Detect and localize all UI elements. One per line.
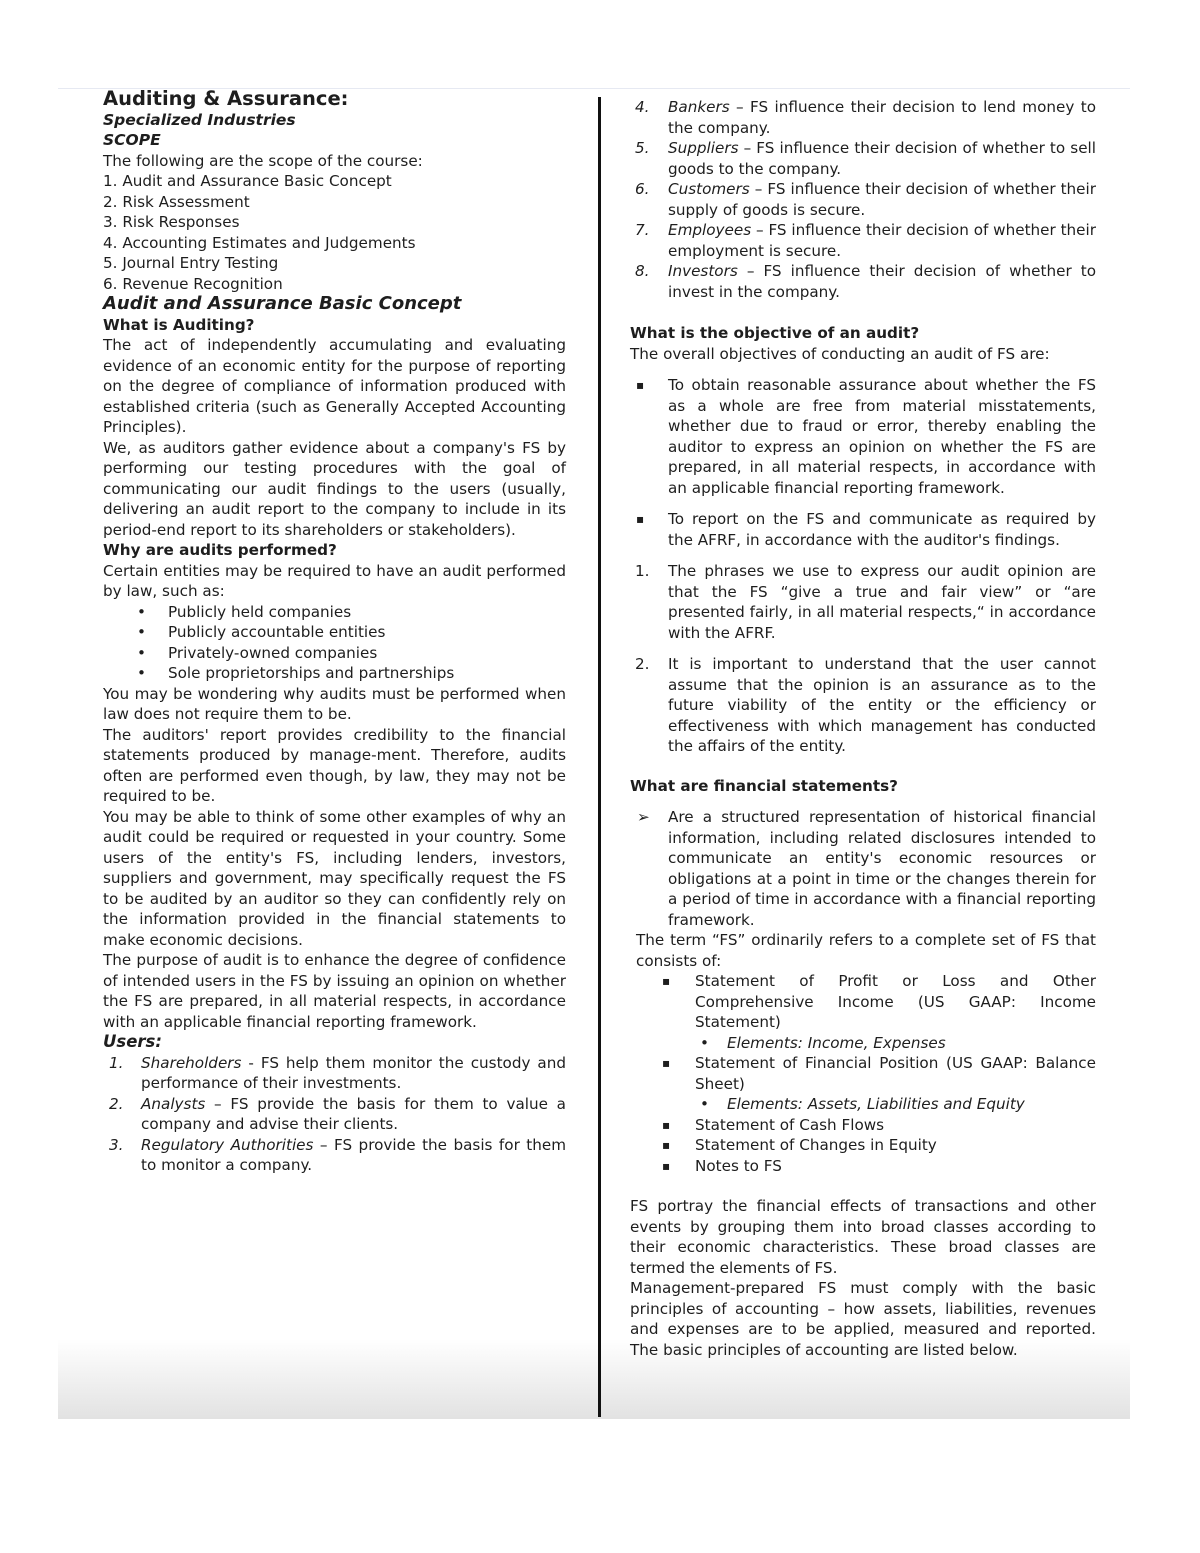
bullet-marker: ▪ bbox=[636, 512, 645, 526]
bullet-marker: ▪ bbox=[662, 974, 671, 988]
list-item: • Publicly accountable entities bbox=[103, 622, 566, 643]
left-column bbox=[103, 89, 566, 1176]
paragraph: We, as auditors gather evidence about a company's FS by performing our testing procedures with the goal of communicating our audit findings to the users (usually, delivering an audit report to the company to include in its period-end report to its shareholders or stakeholders). bbox=[103, 438, 566, 539]
bullet-marker: • bbox=[700, 1033, 709, 1052]
scope-intro: The following are the scope of the course: bbox=[103, 151, 423, 170]
paragraph: The auditors' report provides credibility to the financial statements produced by manage-ment. Therefore, audits often are performed even though, by law, they may not be required to be. bbox=[103, 725, 566, 805]
list-item: 2. Analysts – FS provide the basis for them to value a company and advise their clients. bbox=[109, 1094, 566, 1133]
scope-item: 4. Accounting Estimates and Judgements bbox=[103, 233, 416, 252]
arrow-bullet-icon: ➢ bbox=[637, 808, 650, 826]
scope-item: 6. Revenue Recognition bbox=[103, 274, 283, 293]
financial-statements-heading: What are financial statements? bbox=[630, 776, 898, 795]
scope-item: 3. Risk Responses bbox=[103, 213, 240, 231]
paragraph: You may be able to think of some other examples of why an audit could be required or requested in your country. Some users of the entity's FS, including lenders, investors, suppliers and government, may specifically request the FS to be audited by an auditor so they can confidently rely on the information provided in the financial statements to make economic decisions. bbox=[103, 807, 566, 949]
list-item: ➢ Are a structured representation of historical financial information, including related disclosures intended to communicate an entity's economic resources or obligations at a point in time or the changes therein for a period of time in accordance with a financial reporting framework. bbox=[630, 807, 1096, 930]
bullet-marker: • bbox=[137, 602, 146, 621]
users-list bbox=[103, 1053, 566, 1176]
scope-heading: SCOPE bbox=[103, 131, 161, 149]
paragraph: You may be wondering why audits must be performed when law does not require them to be. bbox=[103, 684, 566, 723]
list-item: ▪ Statement of Changes in Equity bbox=[630, 1135, 1096, 1156]
objective-bullet-list bbox=[630, 375, 1096, 550]
list-item: ▪ Notes to FS bbox=[630, 1156, 1096, 1177]
sub-list-item: • Elements: Assets, Liabilities and Equity bbox=[630, 1094, 1096, 1115]
what-is-auditing-heading: What is Auditing? bbox=[103, 315, 255, 334]
list-item: ▪ Statement of Profit or Loss and Other Comprehensive Income (US GAAP: Income Statement) bbox=[630, 971, 1096, 1033]
list-item: 1. Shareholders - FS help them monitor the custody and performance of their investments. bbox=[109, 1053, 566, 1092]
why-audits-heading: Why are audits performed? bbox=[103, 541, 337, 559]
fs-components-list bbox=[630, 971, 1096, 1176]
paragraph: The overall objectives of conducting an audit of FS are: bbox=[630, 344, 1050, 363]
list-item: ▪ To obtain reasonable assurance about whether the FS as a whole are free from material misstatements, whether due to fraud or error, thereby enabling the auditor to express an opinion on whether the FS are prepared, in all material respects, in accordance with an applicable financial reporting framework. bbox=[630, 375, 1096, 498]
list-item: • Sole proprietorships and partnerships bbox=[103, 663, 566, 684]
right-column bbox=[630, 89, 1096, 1360]
bullet-marker: • bbox=[137, 643, 146, 662]
scope-item: 2. Risk Assessment bbox=[103, 192, 250, 211]
list-item: ▪ Statement of Cash Flows bbox=[630, 1115, 1096, 1136]
list-item: 3. Regulatory Authorities – FS provide the basis for them to monitor a company. bbox=[109, 1135, 566, 1174]
document-title: Auditing & Assurance: bbox=[103, 87, 349, 110]
list-item: ▪ To report on the FS and communicate as required by the AFRF, in accordance with the auditor's findings. bbox=[630, 509, 1096, 550]
document-page bbox=[58, 88, 1130, 1419]
paragraph: FS portray the financial effects of transactions and other events by grouping them into broad classes according to their economic characteristics. These broad classes are termed the elements of FS. bbox=[630, 1197, 1096, 1277]
paragraph: Management-prepared FS must comply with the basic principles of accounting – how assets, liabilities, revenues and expenses are to be applied, measured and reported. The basic principles of accounting are listed below. bbox=[630, 1279, 1096, 1359]
document-subtitle: Specialized Industries bbox=[103, 110, 296, 129]
paragraph: The purpose of audit is to enhance the degree of confidence of intended users in the FS by issuing an opinion on whether the FS are prepared, in all material respects, in accordance with an applicable financial reporting framework. bbox=[103, 951, 566, 1031]
users-list-continued bbox=[630, 97, 1096, 302]
list-item: ▪ Statement of Financial Position (US GAAP: Balance Sheet) bbox=[630, 1053, 1096, 1094]
bullet-marker: ▪ bbox=[636, 378, 645, 392]
paragraph: Certain entities may be required to have an audit performed by law, such as: bbox=[103, 561, 566, 600]
objective-numbered-list bbox=[630, 561, 1096, 757]
section-heading: Audit and Assurance Basic Concept bbox=[103, 293, 462, 314]
bullet-marker: • bbox=[137, 664, 146, 682]
column-divider bbox=[598, 97, 601, 1417]
list-item: • Privately-owned companies bbox=[103, 643, 566, 664]
paragraph: The term “FS” ordinarily refers to a complete set of FS that consists of: bbox=[636, 931, 1096, 970]
entity-bullet-list bbox=[103, 602, 566, 684]
objective-heading: What is the objective of an audit? bbox=[630, 324, 920, 342]
list-item: 8. Investors – FS influence their decision of whether to invest in the company. bbox=[635, 262, 1096, 301]
paragraph: The act of independently accumulating and evaluating evidence of an economic entity for the purpose of reporting on the degree of compliance of information produced with established criteria (such as Generally Accepted Accounting Principles). bbox=[103, 336, 566, 436]
list-item: 2. It is important to understand that the user cannot assume that the opinion is an assurance as to the future viability of the entity or the efficiency or effectiveness with which management has conducted the affairs of the entity. bbox=[635, 655, 1096, 755]
list-item: 4. Bankers – FS influence their decision to lend money to the company. bbox=[635, 98, 1096, 137]
scope-list bbox=[103, 171, 566, 294]
bullet-marker: • bbox=[137, 623, 146, 641]
list-item: 6. Customers – FS influence their decision of whether their supply of goods is secure. bbox=[635, 180, 1096, 219]
bullet-marker: ▪ bbox=[662, 1056, 671, 1070]
list-item: • Publicly held companies bbox=[103, 602, 566, 623]
sub-list-item: • Elements: Income, Expenses bbox=[630, 1033, 1096, 1054]
list-item: 7. Employees – FS influence their decision of whether their employment is secure. bbox=[635, 221, 1096, 260]
bullet-marker: ▪ bbox=[662, 1117, 671, 1132]
bullet-marker: ▪ bbox=[662, 1158, 671, 1173]
scope-item: 1. Audit and Assurance Basic Concept bbox=[103, 172, 392, 190]
bullet-marker: • bbox=[700, 1095, 709, 1113]
list-item: 5. Suppliers – FS influence their decision of whether to sell goods to the company. bbox=[635, 139, 1096, 178]
scope-item: 5. Journal Entry Testing bbox=[103, 254, 279, 272]
bullet-marker: ▪ bbox=[662, 1138, 671, 1152]
list-item: 1. The phrases we use to express our audit opinion are that the FS “give a true and fair view” or “are presented fairly, in all material respects,“ in accordance with the AFRF. bbox=[635, 562, 1096, 642]
users-heading: Users: bbox=[103, 1032, 162, 1051]
